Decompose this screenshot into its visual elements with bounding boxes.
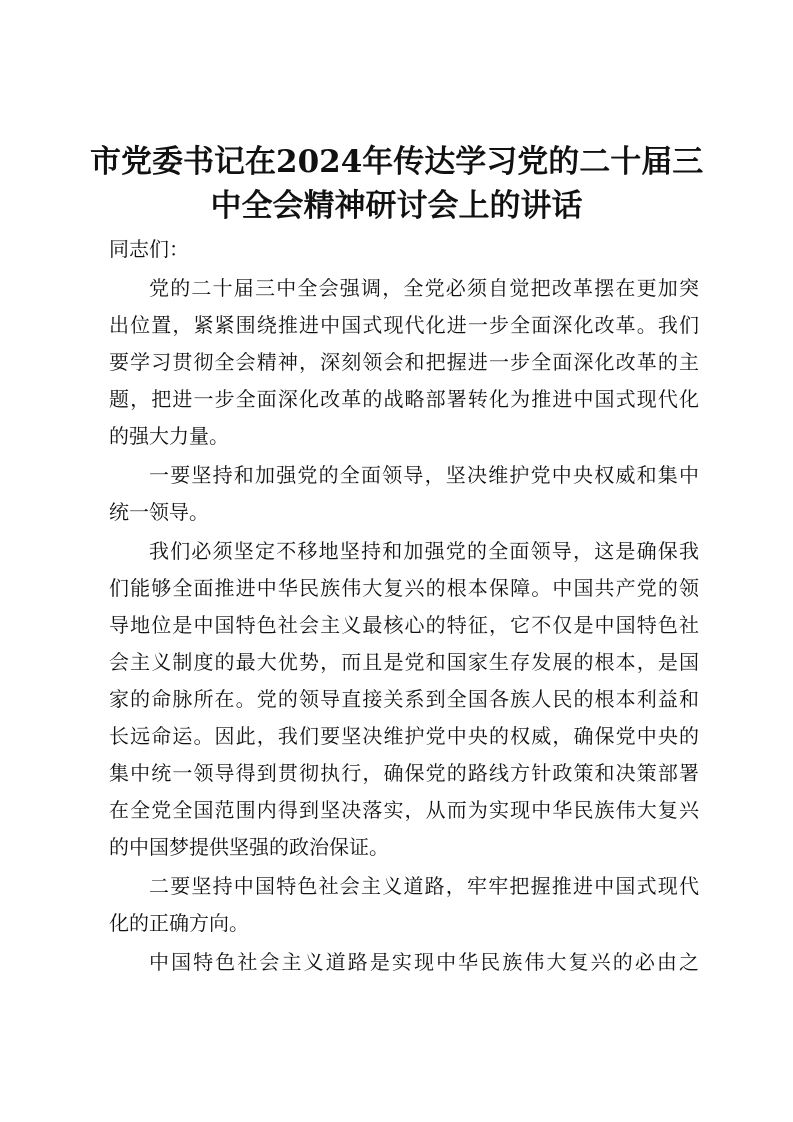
paragraph-line: 在全党全国范围内得到坚决落实，从而为实现中华民族伟大复兴 (109, 798, 699, 822)
paragraph-line: 导地位是中国特色社会主义最核心的特征，它不仅是中国特色社 (109, 613, 699, 637)
paragraph-line: 我们必须坚定不移地坚持和加强党的全面领导，这是确保我 (149, 539, 699, 563)
paragraph-line: 题，把进一步全面深化改革的战略部署转化为推进中国式现代化 (109, 387, 699, 411)
paragraph-line: 中国特色社会主义道路是实现中华民族伟大复兴的必由之 (149, 950, 699, 974)
section-heading-line: 统一领导。 (109, 500, 209, 524)
section-heading-line: 二要坚持中国特色社会主义道路，牢牢把握推进中国式现代 (149, 874, 699, 898)
paragraph-line: 出位置，紧紧围绕推进中国式现代化进一步全面深化改革。我们 (109, 313, 699, 337)
paragraph-line: 党的二十届三中全会强调，全党必须自觉把改革摆在更加突 (149, 276, 699, 300)
salutation: 同志们： (109, 237, 189, 261)
paragraph-line: 要学习贯彻全会精神，深刻领会和把握进一步全面深化改革的主 (109, 350, 699, 374)
section-heading-line: 化的正确方向。 (109, 911, 249, 935)
document-title-line-1: 市党委书记在2024年传达学习党的二十届三 (90, 144, 704, 180)
paragraph-line: 家的命脉所在。党的领导直接关系到全国各族人民的根本利益和 (109, 687, 699, 711)
paragraph-line: 的中国梦提供坚强的政治保证。 (109, 835, 389, 859)
document-title-line-2: 中全会精神研讨会上的讲话 (210, 188, 583, 224)
paragraph-line: 会主义制度的最大优势，而且是党和国家生存发展的根本，是国 (109, 650, 699, 674)
paragraph-line: 的强大力量。 (109, 424, 229, 448)
paragraph-line: 集中统一领导得到贯彻执行，确保党的路线方针政策和决策部署 (109, 761, 699, 785)
paragraph-line: 们能够全面推进中华民族伟大复兴的根本保障。中国共产党的领 (109, 576, 699, 600)
paragraph-line: 长远命运。因此，我们要坚决维护党中央的权威，确保党中央的 (109, 724, 699, 748)
section-heading-line: 一要坚持和加强党的全面领导，坚决维护党中央权威和集中 (149, 463, 699, 487)
